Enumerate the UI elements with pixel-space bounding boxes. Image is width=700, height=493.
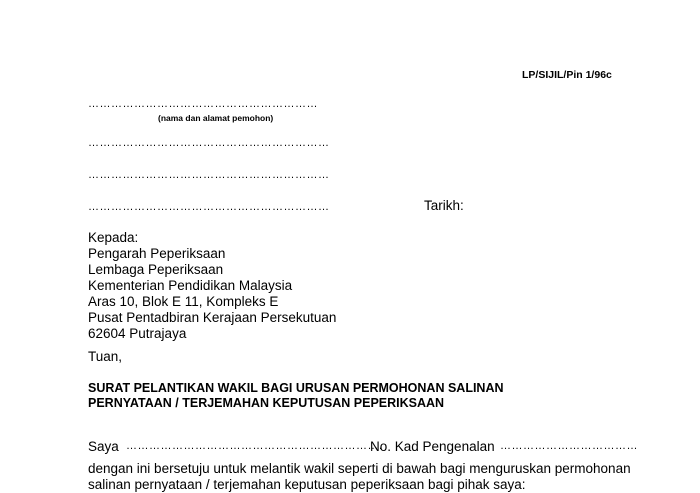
ic-fill-line: ……………………………… [500, 440, 638, 452]
declaration-paragraph [88, 461, 631, 493]
paragraph-line: salinan pernyataan / terjemahan keputusan peperiksaan bagi pihak saya: [88, 477, 526, 492]
recipient-heading: Kepada: [88, 230, 139, 245]
applicant-address-line: ……………………………………………………… [88, 201, 330, 213]
paragraph-line: dengan ini bersetuju untuk melantik wakil seperti di bawah bagi menguruskan permohonan [88, 461, 631, 476]
recipient-line: Aras 10, Blok E 11, Kompleks E [88, 294, 279, 309]
recipient-line: Pusat Pentadbiran Kerajaan Persekutuan [88, 310, 337, 325]
recipient-address [88, 246, 336, 342]
applicant-caption: (nama dan alamat pemohon) [158, 113, 274, 123]
salutation: Tuan, [88, 349, 123, 364]
recipient-line: Kementerian Pendidikan Malaysia [88, 278, 293, 293]
recipient-line: Pengarah Peperiksaan [88, 246, 226, 261]
applicant-address-line: ……………………………………………………… [88, 169, 330, 181]
recipient-line: 62604 Putrajaya [88, 326, 187, 341]
name-fill-line: …………………………………………………………. [126, 440, 383, 452]
subject-line-1: SURAT PELANTIKAN WAKIL BAGI URUSAN PERMOHONAN SALINAN [88, 381, 504, 395]
saya-label: Saya [88, 439, 119, 454]
applicant-address-line: ……………………………………………………… [88, 137, 330, 149]
letter-subject [88, 381, 504, 411]
ic-label: No. Kad Pengenalan [370, 439, 495, 454]
recipient-line: Lembaga Peperiksaan [88, 262, 224, 277]
subject-line-2: PERNYATAAN / TERJEMAHAN KEPUTUSAN PEPERIKSAAN [88, 396, 445, 410]
date-label: Tarikh: [424, 198, 464, 213]
applicant-name-line: …………………………………………………… [88, 98, 318, 110]
reference-code: LP/SIJIL/Pin 1/96c [522, 69, 612, 81]
